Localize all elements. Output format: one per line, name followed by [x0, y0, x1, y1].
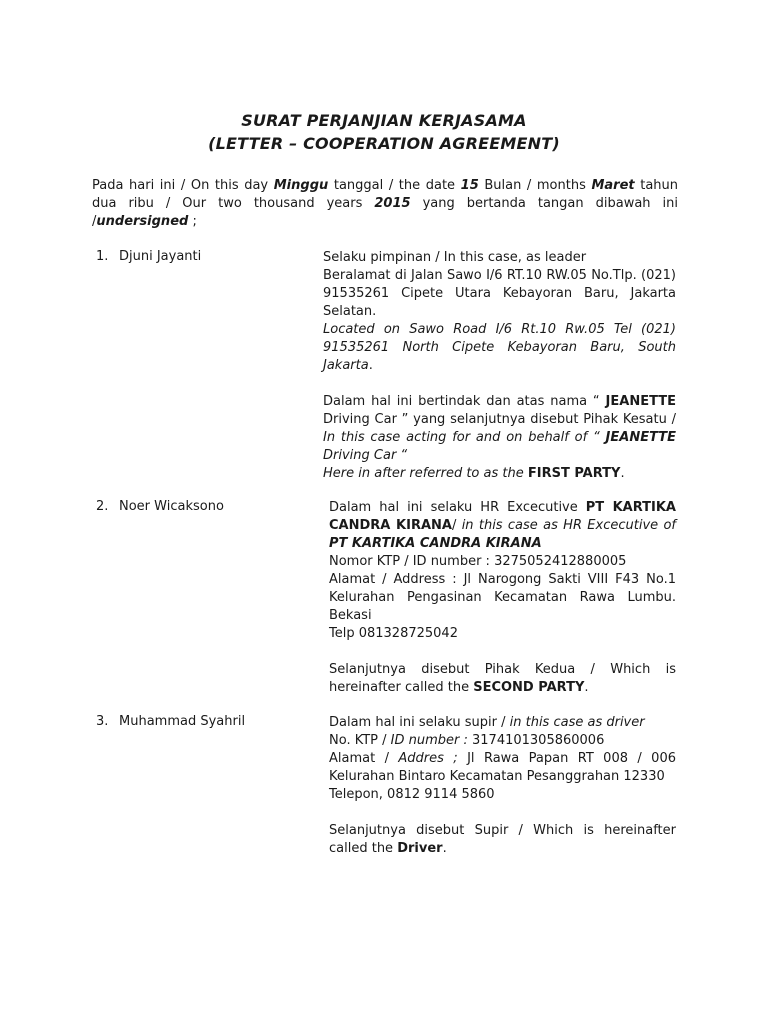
party-1-referred-text: Here in after referred to as the: [323, 466, 528, 481]
party-1-role-end: .: [620, 466, 625, 481]
party-1-address-en-text: Located on Sawo Road I/6 Rt.10 Rw.05 Tel (021) 91535261 North Cipete Kebayoran Baru, South Jakarta: [323, 322, 676, 373]
intro-month: Maret: [591, 178, 635, 193]
party-3-driver-a: Dalam hal ini selaku supir /: [329, 715, 510, 730]
party-3-name: Muhammad Syahril: [119, 714, 246, 729]
intro-text-6: ;: [188, 214, 197, 229]
intro-year: 2015: [374, 196, 411, 211]
intro-paragraph: [92, 177, 678, 231]
party-1-name: Djuni Jayanti: [119, 249, 202, 264]
party-1-acting-b: Driving Car ” yang selanjutnya disebut Pihak Kesatu /: [323, 412, 676, 427]
party-1-number: 1.: [96, 249, 109, 264]
party-3-driver-en: in this case as driver: [509, 715, 645, 730]
party-1-company: JEANETTE: [605, 394, 676, 409]
intro-text-1: Pada hari ini / On this day: [92, 178, 274, 193]
party-3-ktp-val: 3174101305860006: [472, 733, 605, 748]
party-2-ktp: Nomor KTP / ID number : 3275052412880005: [329, 554, 627, 569]
party-1-details: [323, 249, 676, 483]
party-1-acting-en-a: In this case acting for and on behalf of “: [323, 430, 606, 445]
party-3-driver: [329, 714, 676, 732]
party-2-company-en: PT KARTIKA CANDRA KIRANA: [329, 536, 542, 551]
party-2-company: PT KARTIKA CANDRA KIRANA: [329, 500, 676, 533]
party-1-acting-en-b: Driving Car “: [323, 448, 408, 463]
party-3-phone: Telepon, 0812 9114 5860: [329, 787, 495, 802]
party-1-address-en: [323, 321, 676, 375]
party-1-role: FIRST PARTY: [527, 466, 621, 481]
intro-day: Minggu: [273, 178, 329, 193]
party-3-addr-b: Jl Rawa Papan RT 008 / 006 Kelurahan Bintaro Kecamatan Pesanggrahan 12330: [329, 751, 676, 784]
intro-date: 15: [460, 178, 479, 193]
document-title: SURAT PERJANJIAN KERJASAMA: [241, 111, 527, 130]
party-3-details: [329, 714, 676, 858]
party-3-ktp: [329, 732, 676, 750]
party-1-referred: [323, 465, 676, 483]
intro-undersigned: undersigned: [96, 214, 189, 229]
intro-text-2: tanggal / the date: [328, 178, 461, 193]
party-1-address: Beralamat di Jalan Sawo I/6 RT.10 RW.05 No.Tlp. (021) 91535261 Cipete Utara Kebayoran Baru, Jakarta Selatan.: [323, 268, 676, 319]
party-2-hr-en: in this case as HR Excecutive of: [461, 518, 676, 533]
party-3-ktp-en: ID number :: [390, 733, 473, 748]
party-3-address: [329, 750, 676, 786]
party-2-called: [329, 661, 676, 697]
intro-text-3: Bulan / months: [478, 178, 592, 193]
intro-text-5: yang bertanda tangan dibawah ini /: [92, 196, 679, 229]
party-2-hr: [329, 499, 676, 553]
party-3-role: Driver: [397, 841, 443, 856]
party-2-number: 2.: [96, 499, 109, 514]
document-subtitle: (LETTER – COOPERATION AGREEMENT): [208, 134, 560, 153]
party-3-called-a: Selanjutnya disebut Supir / Which is hereinafter called the: [329, 823, 676, 856]
intro-text-4: tahun dua ribu / Our two thousand years: [92, 178, 679, 211]
party-1-acting: [323, 393, 676, 465]
party-2-address: Alamat / Address : Jl Narogong Sakti VIII F43 No.1 Kelurahan Pengasinan Kecamatan Rawa Lumbu. Bekasi: [329, 572, 676, 623]
party-1-company-en: JEANETTE: [605, 430, 676, 445]
party-1-leader: Selaku pimpinan / In this case, as leader: [323, 250, 587, 265]
party-2-phone: Telp 081328725042: [329, 626, 458, 641]
party-2-hr-a: Dalam hal ini selaku HR Excecutive: [329, 500, 586, 515]
party-3-addr-en: Addres ;: [398, 751, 458, 766]
party-3-number: 3.: [96, 714, 109, 729]
party-2-details: [329, 499, 676, 697]
party-1-acting-a: Dalam hal ini bertindak dan atas nama “: [323, 394, 606, 409]
party-3-ktp-a: No. KTP /: [329, 733, 391, 748]
party-3-addr-a: Alamat /: [329, 751, 399, 766]
party-2-role: SECOND PARTY: [473, 680, 585, 695]
party-2-hr-b: /: [451, 518, 462, 533]
party-3-called: [329, 822, 676, 858]
party-2-name: Noer Wicaksono: [119, 499, 224, 514]
party-2-called-a: Selanjutnya disebut Pihak Kedua / Which is hereinafter called the: [329, 662, 676, 695]
party-2-role-end: .: [584, 680, 589, 695]
party-3-role-end: .: [442, 841, 447, 856]
party-1-address-en-end: .: [368, 358, 373, 373]
